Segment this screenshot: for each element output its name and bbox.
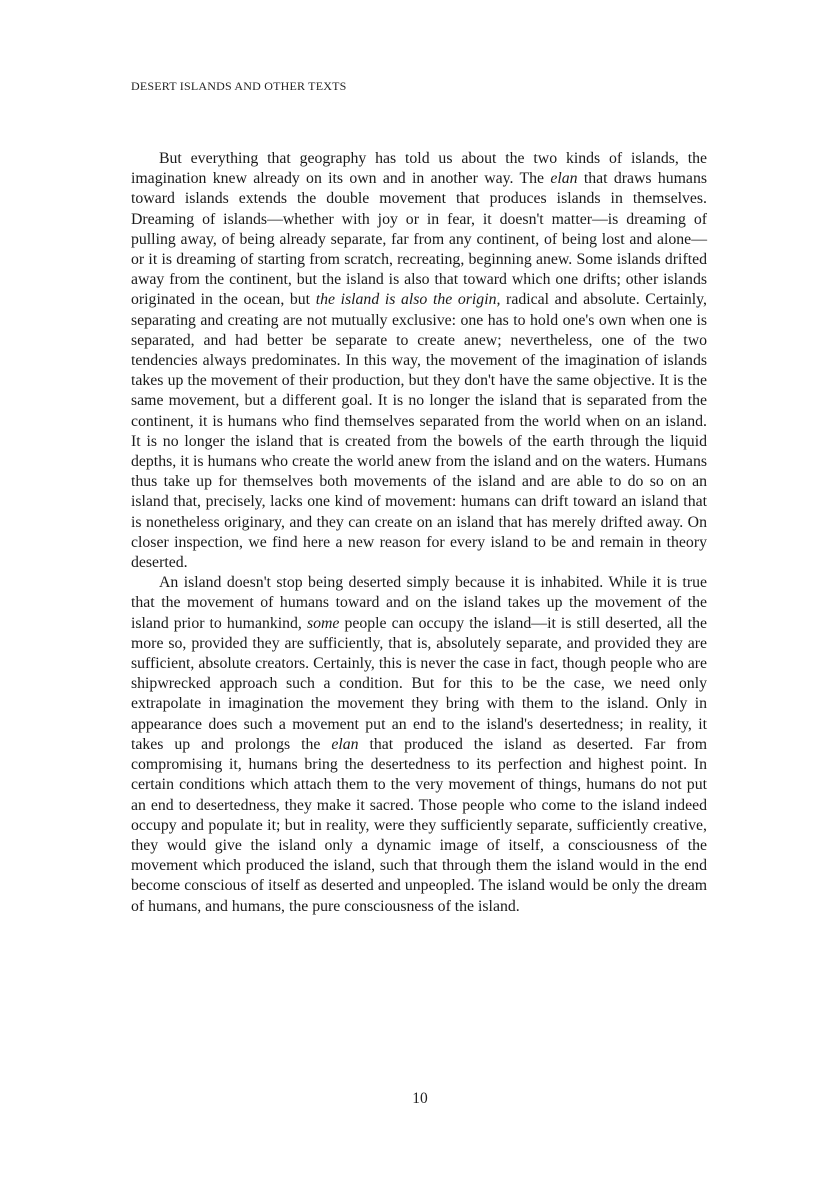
paragraph-1-text: radical and absolute. Certainly, separating and creating are not mutually exclusive: one has to hold one's own when one is separated, and had better be separate to create anew; nevertheless, one of the two tendencies always predominates. In this way, the movement of the imagination of islands takes up the movement of their production, but they don't have the same objective. It is the same movement, but a different goal. It is no longer the island that is separated from the continent, it is humans who find themselves separated from the world when on an island. It is no longer the island that is created from the bowels of the earth through the liquid depths, it is humans who create the world anew from the island and on the waters. Humans thus take up for themselves both movements of the island and are able to do so on an island that, precisely, lacks one kind of movement: humans can drift toward an island that is nonetheless originary, and they can create on an island that has merely drifted away. On closer inspection, we find here a new reason for every island to be and remain in theory deserted. bbox=[131, 291, 707, 572]
paragraph-2 bbox=[131, 573, 707, 916]
paragraph-2-text: people can occupy the island—it is still deserted, all the more so, provided they are sufficiently, that is, absolutely separate, and provided they are sufficient, absolute creators. Certainly, this is never the case in fact, though people who are shipwrecked approach such a condition. But for this to be the case, we need only extrapolate in imagination the movement they bring with them to the island. Only in appearance does such a movement put an end to the island's desertedness; in reality, it takes up and prolongs the bbox=[131, 614, 707, 753]
running-head: DESERT ISLANDS AND OTHER TEXTS bbox=[131, 79, 347, 93]
body-text bbox=[131, 149, 707, 917]
paragraph-1-italic-origin: the island is also the origin, bbox=[315, 291, 501, 309]
paragraph-2-italic-elan: elan bbox=[331, 735, 359, 753]
page-number: 10 bbox=[412, 1090, 428, 1107]
paragraph-1-text: that draws humans toward islands extends the double movement that produces islands in themselves. Dreaming of islands—whether with joy or in fear, it doesn't matter—is dreaming of pulling away, of being already separate, far from any continent, of being lost and alone—or it is dreaming of starting from scratch, recreating, beginning anew. Some islands drifted away from the continent, but the island is also that toward which one drifts; other islands originated in the ocean, but bbox=[131, 170, 707, 309]
paragraph-2-italic-some: some bbox=[306, 614, 340, 632]
paragraph-2-text: that produced the island as deserted. Far from compromising it, humans bring the desertedness to its perfection and highest point. In certain conditions which attach them to the very movement of things, humans do not put an end to desertedness, they make it sacred. Those people who come to the island indeed occupy and populate it; but in reality, were they sufficiently separate, sufficiently creative, they would give the island only a dynamic image of itself, a consciousness of the movement which produced the island, such that through them the island would in the end become conscious of itself as deserted and unpeopled. The island would be only the dream of humans, and humans, the pure consciousness of the island. bbox=[131, 735, 707, 915]
paragraph-2-text: An island doesn't stop being deserted simply because it is inhabited. While it is true that the movement of humans toward and on the island takes up the movement of the island prior to humankind, bbox=[131, 574, 707, 632]
paragraph-1-text: But everything that geography has told us about the two kinds of islands, the imagination knew already on its own and in another way. The bbox=[131, 150, 707, 188]
paragraph-1 bbox=[131, 149, 707, 573]
paragraph-1-italic-elan: elan bbox=[550, 170, 578, 188]
